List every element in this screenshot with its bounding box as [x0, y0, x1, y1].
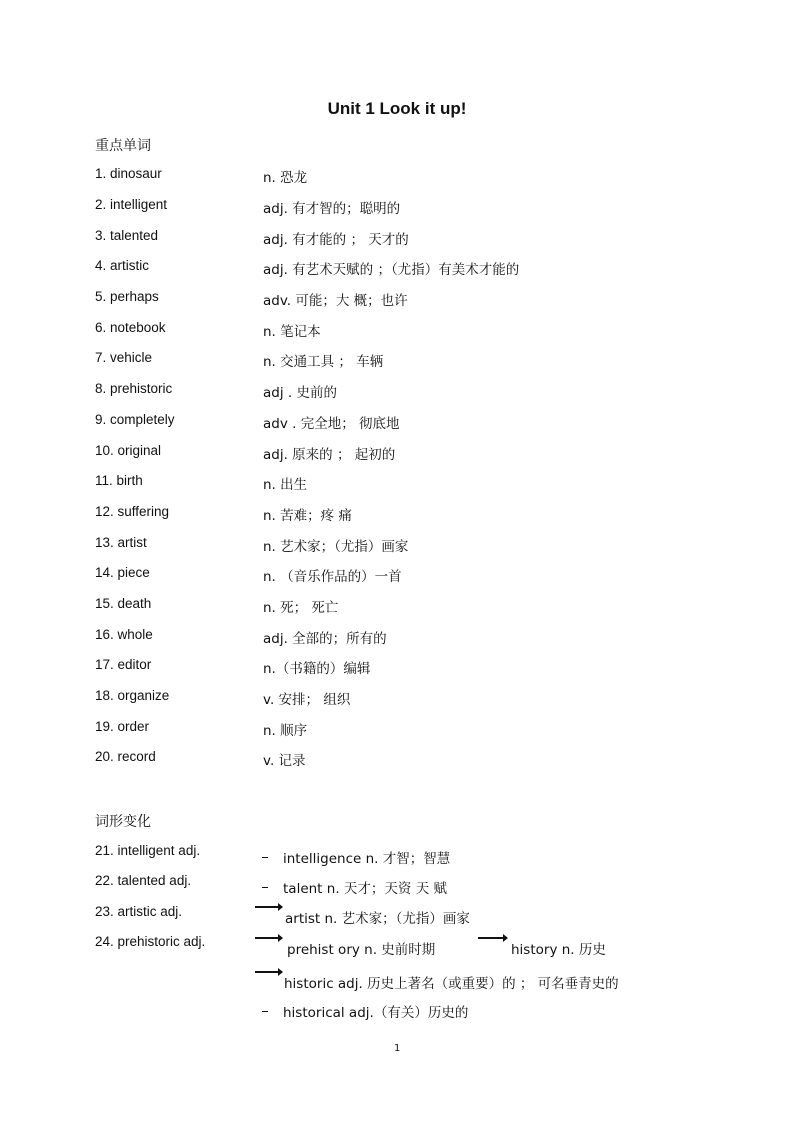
- vocab-word: 14. piece: [95, 565, 150, 580]
- arrow-icon: [255, 937, 282, 939]
- vocab-word: 18. organize: [95, 688, 170, 703]
- vocab-definition: adv. 可能；大 概；也许: [263, 293, 408, 309]
- vocab-row: [0, 228, 794, 252]
- vocab-word: 10. original: [95, 443, 162, 458]
- page-number: 1: [394, 1043, 401, 1054]
- form-derivative: intelligence n. 才智；智慧: [283, 851, 451, 867]
- vocab-row: [0, 627, 794, 651]
- vocab-word: 20. record: [95, 749, 156, 764]
- vocab-definition: adj. 原来的 ； 起初的: [263, 447, 396, 463]
- vocab-word: 1. dinosaur: [95, 166, 162, 181]
- vocab-word: 19. order: [95, 719, 150, 734]
- vocab-word: 11. birth: [95, 473, 143, 488]
- vocab-definition: adj. 有才能的 ； 天才的: [263, 232, 409, 248]
- form-derivative: talent n. 天才；天资 天 赋: [283, 881, 447, 897]
- vocab-row: [0, 596, 794, 620]
- form-row: [0, 999, 794, 1023]
- vocab-word: 7. vehicle: [95, 350, 153, 365]
- arrow-icon: [255, 971, 282, 973]
- vocab-definition: n. 顺序: [263, 723, 308, 739]
- vocab-definition: adv . 完全地； 彻底地: [263, 416, 400, 432]
- form-derivative: history n. 历史: [511, 942, 606, 958]
- vocab-row: [0, 443, 794, 467]
- vocab-row: [0, 504, 794, 528]
- form-row: [0, 934, 794, 958]
- vocab-row: [0, 565, 794, 589]
- form-derivative: artist n. 艺术家；（尤指）画家: [285, 911, 470, 927]
- vocab-row: [0, 289, 794, 313]
- form-row: [0, 969, 794, 993]
- dash-marker: [262, 887, 268, 888]
- form-row: [0, 843, 794, 867]
- vocab-word: 17. editor: [95, 657, 152, 672]
- form-row: [0, 904, 794, 928]
- vocab-word: 6. notebook: [95, 320, 166, 335]
- vocab-definition: adj. 全部的；所有的: [263, 631, 387, 647]
- vocab-word: 8. prehistoric: [95, 381, 173, 396]
- vocab-definition: adj . 史前的: [263, 385, 337, 401]
- arrow-icon: [255, 906, 282, 908]
- vocab-word: 9. completely: [95, 412, 175, 427]
- vocab-row: [0, 166, 794, 190]
- form-derivative: historic adj. 历史上著名（或重要）的 ； 可名垂青史的: [284, 976, 619, 992]
- vocab-row: [0, 688, 794, 712]
- vocab-word: 4. artistic: [95, 258, 150, 273]
- vocab-row: [0, 473, 794, 497]
- vocab-word: 13. artist: [95, 535, 147, 550]
- vocab-row: [0, 258, 794, 282]
- arrow-icon: [478, 937, 507, 939]
- vocab-row: [0, 749, 794, 773]
- vocab-definition: n. 交通工具 ； 车辆: [263, 354, 384, 370]
- form-word: 23. artistic adj.: [95, 904, 183, 919]
- vocab-definition: n. 艺术家；（尤指）画家: [263, 539, 409, 555]
- form-word: 21. intelligent adj.: [95, 843, 201, 858]
- vocab-row: [0, 381, 794, 405]
- vocab-definition: n.（书籍的）编辑: [263, 661, 371, 677]
- vocab-definition: v. 记录: [263, 753, 306, 769]
- vocab-row: [0, 412, 794, 436]
- dash-marker: [262, 1011, 268, 1012]
- vocab-word: 15. death: [95, 596, 152, 611]
- vocab-word: 12. suffering: [95, 504, 170, 519]
- form-word: 24. prehistoric adj.: [95, 934, 206, 949]
- vocab-definition: n. 死； 死亡: [263, 600, 339, 616]
- vocab-row: [0, 535, 794, 559]
- vocab-definition: n. 恐龙: [263, 170, 308, 186]
- vocab-word: 2. intelligent: [95, 197, 168, 212]
- vocab-word: 3. talented: [95, 228, 159, 243]
- vocab-row: [0, 350, 794, 374]
- vocab-word: 16. whole: [95, 627, 153, 642]
- vocab-definition: n. 出生: [263, 477, 308, 493]
- forms-heading: 词形变化: [95, 814, 151, 830]
- vocab-definition: n. 苦难；疼 痛: [263, 508, 352, 524]
- form-derivative: prehist ory n. 史前时期: [287, 942, 436, 958]
- vocab-definition: n. 笔记本: [263, 324, 321, 340]
- vocab-word: 5. perhaps: [95, 289, 159, 304]
- vocab-row: [0, 320, 794, 344]
- vocab-definition: adj. 有才智的；聪明的: [263, 201, 401, 217]
- form-row: [0, 873, 794, 897]
- dash-marker: [262, 857, 268, 858]
- vocab-row: [0, 657, 794, 681]
- form-derivative: historical adj.（有关）历史的: [283, 1005, 469, 1021]
- vocab-definition: adj. 有艺术天赋的 ；（尤指）有美术才能的: [263, 262, 520, 278]
- vocab-heading: 重点单词: [95, 138, 151, 154]
- page-title: Unit 1 Look it up!: [327, 99, 467, 118]
- vocab-definition: n. （音乐作品的）一首: [263, 569, 402, 585]
- vocab-row: [0, 197, 794, 221]
- vocab-definition: v. 安排； 组织: [263, 692, 351, 708]
- vocab-row: [0, 719, 794, 743]
- form-word: 22. talented adj.: [95, 873, 192, 888]
